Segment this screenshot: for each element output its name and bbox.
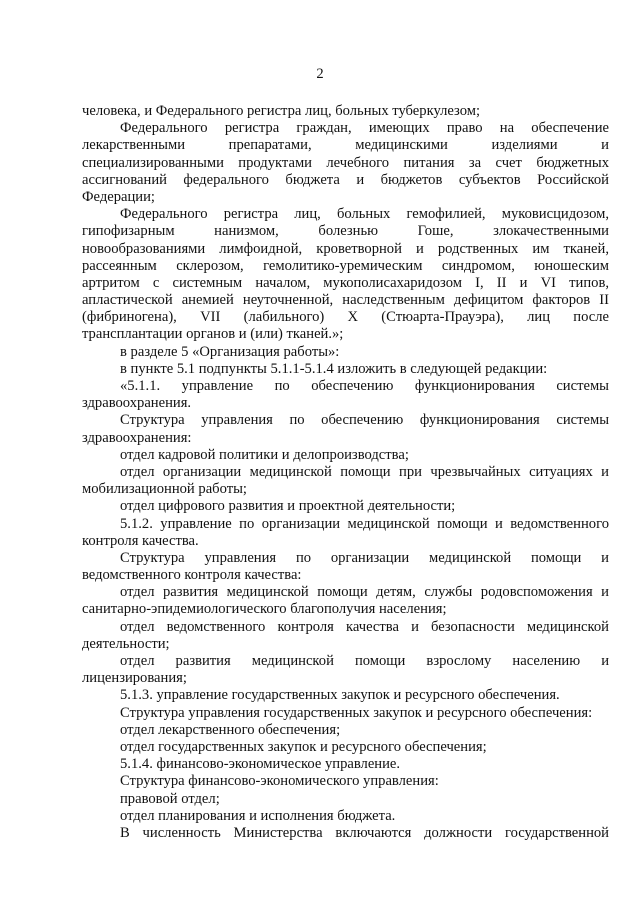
text-line: рассеянным склерозом, гемолитико-уремическим синдромом, юношеским (82, 257, 609, 274)
text-line: Федерального регистра граждан, имеющих право на обеспечение (120, 120, 609, 137)
text-line: специализированными продуктами лечебного питания за счет бюджетных (82, 154, 609, 171)
text-line: гипофизарным нанизмом, болезнью Гоше, злокачественными (82, 223, 609, 240)
text-line: здравоохранения. (82, 395, 192, 412)
text-line: В численность Министерства включаются должности государственной (120, 824, 609, 841)
text-line: отдел планирования и исполнения бюджета. (120, 807, 396, 824)
text-line: отдел цифрового развития и проектной деятельности; (120, 498, 456, 515)
text-line: Федерации; (82, 188, 155, 205)
text-line: отдел организации медицинской помощи при чрезвычайных ситуациях и (120, 463, 609, 480)
text-line: Структура финансово-экономического управления: (120, 773, 439, 790)
text-line: артритом с системным началом, мукополисахаридозом I, II и VI типов, (82, 274, 609, 291)
text-line: отдел развития медицинской помощи детям, службы родовспоможения и (120, 584, 609, 601)
text-line: мобилизационной работы; (82, 481, 247, 498)
text-line: 5.1.3. управление государственных закупок и ресурсного обеспечения. (120, 687, 560, 704)
text-line: человека, и Федерального регистра лиц, больных туберкулезом; (82, 103, 481, 119)
text-line: апластической анемией неуточненной, наследственным дефицитом факторов II (82, 292, 609, 309)
text-line: Структура управления по обеспечению функционирования системы (120, 412, 609, 429)
text-line: трансплантации органов и (или) тканей.»; (82, 326, 344, 343)
page-number: 2 (316, 66, 324, 82)
text-line: Структура управления по организации медицинской помощи и (120, 549, 609, 566)
text-line: санитарно-эпидемиологического благополучия населения; (82, 601, 447, 618)
text-line: «5.1.1. управление по обеспечению функционирования системы (120, 378, 609, 394)
text-line: в разделе 5 «Организация работы»: (120, 343, 340, 360)
text-line: отдел лекарственного обеспечения; (120, 721, 341, 738)
text-line: отдел ведомственного контроля качества и безопасности медицинской (120, 618, 609, 635)
text-line: отдел государственных закупок и ресурсного обеспечения; (120, 738, 487, 755)
text-line: деятельности; (82, 635, 170, 652)
text-line: здравоохранения: (82, 429, 192, 446)
text-line: лицензирования; (82, 670, 187, 687)
text-line: лекарственными препаратами, медицинскими изделиями и (82, 137, 609, 154)
text-line: в пункте 5.1 подпункты 5.1.1-5.1.4 изложить в следующей редакции: (120, 360, 548, 377)
text-line: отдел кадровой политики и делопроизводства; (120, 446, 409, 463)
text-line: отдел развития медицинской помощи взрослому населению и (120, 653, 609, 669)
document-body (82, 103, 609, 842)
text-line: новообразованиями лимфоидной, кроветворной и родственных им тканей, (82, 240, 609, 257)
text-line: ассигнований федерального бюджета и бюджетов субъектов Российской (82, 171, 609, 188)
text-line: правовой отдел; (120, 790, 220, 807)
text-line: Структура управления государственных закупок и ресурсного обеспечения: (120, 704, 593, 721)
text-line: (фибриногена), VII (лабильного) X (Стюарта-Прауэра), лиц после (82, 309, 609, 326)
text-line: 5.1.2. управление по организации медицинской помощи и ведомственного (120, 515, 609, 532)
text-line: 5.1.4. финансово-экономическое управление. (120, 756, 401, 773)
text-line: контроля качества. (82, 532, 199, 549)
text-line: ведомственного контроля качества: (82, 567, 302, 584)
text-line: Федерального регистра лиц, больных гемофилией, муковисцидозом, (120, 206, 609, 223)
